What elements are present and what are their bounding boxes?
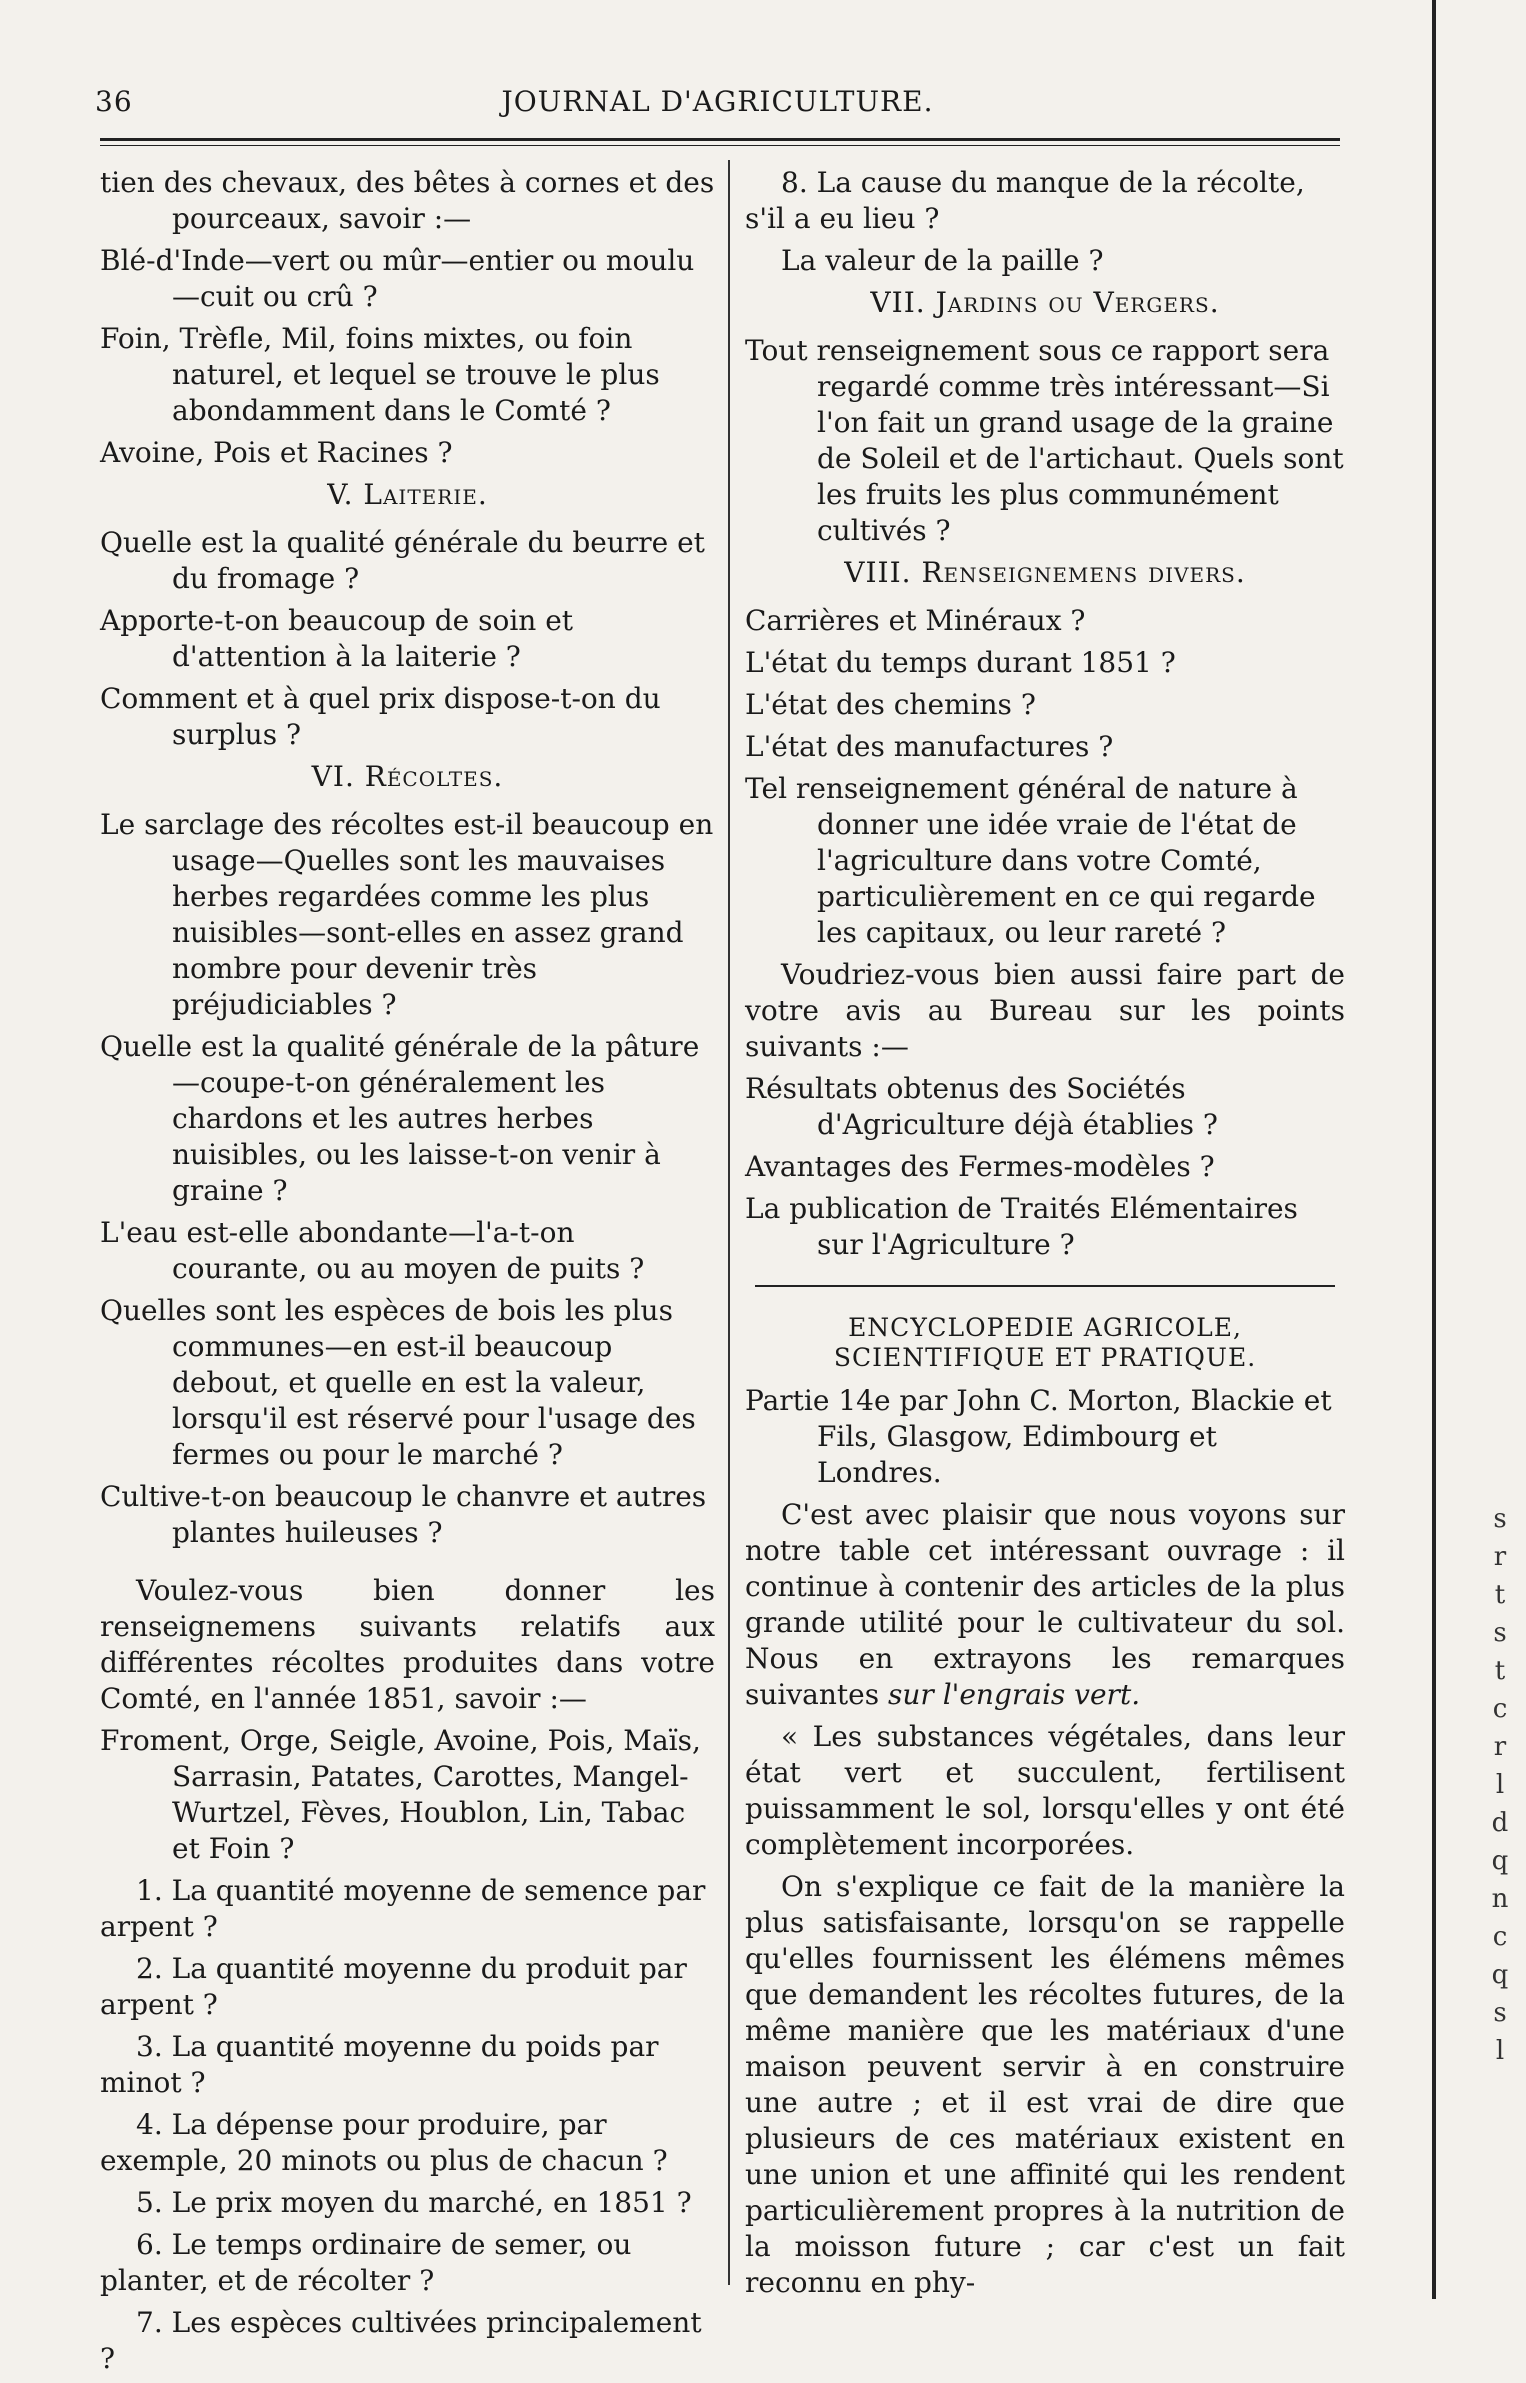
numbered-question: 2. La quantité moyenne du produit par arpent ? bbox=[100, 1952, 687, 2021]
running-header bbox=[95, 85, 1340, 125]
question-item: La valeur de la paille ? bbox=[781, 244, 1104, 277]
edge-letter: q bbox=[1491, 1846, 1509, 1876]
section-number: VI. bbox=[311, 760, 355, 793]
question-item: Blé-d'Inde—vert ou mûr—entier ou moulu—cuit ou crû ? bbox=[100, 244, 695, 313]
edge-letter: q bbox=[1491, 1960, 1509, 1990]
question-item: Avantages des Fermes-modèles ? bbox=[745, 1150, 1215, 1183]
question-item: Quelle est la qualité générale de la pâture —coupe-t-on généralement les chardons et les autres herbes nuisibles, ou les laisse-t-on venir à graine ? bbox=[100, 1030, 700, 1207]
article-heading: ENCYCLOPEDIE AGRICOLE, SCIENTIFIQUE ET PRATIQUE. bbox=[833, 1313, 1257, 1372]
edge-letter: s bbox=[1493, 1618, 1507, 1648]
question-item: Tel renseignement général de nature à donner une idée vraie de l'état de l'agriculture dans votre Comté, particulièrement en ce qui regarde les capitaux, ou leur rareté ? bbox=[745, 772, 1316, 949]
paragraph bbox=[745, 1497, 1345, 1713]
edge-letter: t bbox=[1494, 1580, 1506, 1610]
numbered-question: 8. La cause du manque de la récolte, s'il a eu lieu ? bbox=[745, 166, 1305, 235]
numbered-question: 4. La dépense pour produire, par exemple, 20 minots ou plus de chacun ? bbox=[100, 2108, 668, 2177]
question-item: Apporte-t-on beaucoup de soin et d'attention à la laiterie ? bbox=[100, 604, 574, 673]
paragraph: tien des chevaux, des bêtes à cornes et des pourceaux, savoir :— bbox=[100, 166, 715, 235]
question-item: Quelles sont les espèces de bois les plus communes—en est-il beaucoup debout, et quelle en est la valeur, lorsqu'il est réservé pour l'usage des fermes ou pour le marché ? bbox=[100, 1294, 696, 1471]
numbered-question: 5. Le prix moyen du marché, en 1851 ? bbox=[136, 2186, 692, 2219]
journal-title: JOURNAL D'AGRICULTURE. bbox=[501, 85, 934, 118]
edge-letter: n bbox=[1491, 1884, 1509, 1914]
edge-letter: t bbox=[1494, 1656, 1506, 1686]
question-item: L'état du temps durant 1851 ? bbox=[745, 646, 1176, 679]
header-rule-thick bbox=[100, 138, 1340, 141]
section-title: Récoltes. bbox=[364, 760, 504, 793]
paragraph: Tout renseignement sous ce rapport sera regardé comme très intéressant—Si l'on fait un grand usage de la graine de Soleil et de l'artichaut. Quels sont les fruits les plus communément cultivés ? bbox=[745, 334, 1344, 547]
question-item: Résultats obtenus des Sociétés d'Agriculture déjà établies ? bbox=[745, 1072, 1218, 1141]
question-item: L'état des chemins ? bbox=[745, 688, 1036, 721]
edge-letter: l bbox=[1495, 2036, 1505, 2066]
section-heading-jardins bbox=[745, 285, 1345, 321]
section-number: VIII. bbox=[844, 556, 912, 589]
header-rule-thin bbox=[100, 145, 1340, 146]
numbered-question: 1. La quantité moyenne de semence par arpent ? bbox=[100, 1874, 706, 1943]
question-item: Carrières et Minéraux ? bbox=[745, 604, 1086, 637]
edge-letter: r bbox=[1493, 1732, 1507, 1762]
paragraph: Voudriez-vous bien aussi faire part de votre avis au Bureau sur les points suivants :— bbox=[745, 958, 1345, 1063]
numbered-question: 6. Le temps ordinaire de semer, ou planter, et de récolter ? bbox=[100, 2228, 632, 2297]
question-item: Quelle est la qualité générale du beurre et du fromage ? bbox=[100, 526, 705, 595]
question-item: L'état des manufactures ? bbox=[745, 730, 1114, 763]
edge-letter: l bbox=[1495, 1770, 1505, 1800]
column-divider bbox=[728, 160, 730, 2285]
edge-letter: c bbox=[1492, 1694, 1508, 1724]
section-heading-recoltes bbox=[100, 759, 715, 795]
section-heading-renseignemens bbox=[745, 555, 1345, 591]
question-item: Le sarclage des récoltes est-il beaucoup en usage—Quelles sont les mauvaises herbes regardées comme les plus nuisibles—sont-elles en assez grand nombre pour devenir très préjudiciables ? bbox=[100, 808, 714, 1021]
section-number: V. bbox=[327, 478, 354, 511]
section-rule bbox=[755, 1285, 1335, 1287]
page-number: 36 bbox=[95, 85, 133, 118]
question-item: Cultive-t-on beaucoup le chanvre et autres plantes huileuses ? bbox=[100, 1480, 707, 1549]
section-title: Jardins ou Vergers. bbox=[935, 286, 1220, 319]
numbered-question: 7. Les espèces cultivées principalement ? bbox=[100, 2306, 702, 2375]
section-title: Renseignemens divers. bbox=[921, 556, 1246, 589]
question-item: L'eau est-elle abondante—l'a-t-on courante, ou au moyen de puits ? bbox=[100, 1216, 645, 1285]
paragraph-text: C'est avec plaisir que nous voyons sur notre table cet intéressant ouvrage : il continue à contenir des articles de la plus grande utilité pour le cultivateur du sol. Nous en extrayons les remarques suivantes bbox=[745, 1498, 1345, 1711]
paragraph: Voulez-vous bien donner les renseignemens suivants relatifs aux différentes récoltes produites dans votre Comté, en l'année 1851, savoir :— bbox=[100, 1574, 715, 1715]
paragraph: « Les substances végétales, dans leur état vert et succulent, fertilisent puissamment le sol, lorsqu'elles y ont été complètement incorporées. bbox=[745, 1720, 1345, 1861]
adjacent-page-letters bbox=[1480, 1500, 1520, 2070]
right-column bbox=[745, 165, 1345, 2307]
question-item: Foin, Trèfle, Mil, foins mixtes, ou foin naturel, et lequel se trouve le plus abondamment dans le Comté ? bbox=[100, 322, 660, 427]
question-item: Avoine, Pois et Racines ? bbox=[100, 436, 453, 469]
section-title: Laiterie. bbox=[363, 478, 488, 511]
numbered-question: 3. La quantité moyenne du poids par minot ? bbox=[100, 2030, 659, 2099]
question-item: Comment et à quel prix dispose-t-on du surplus ? bbox=[100, 682, 661, 751]
page-edge-gutter bbox=[1432, 0, 1436, 2299]
question-item: La publication de Traités Elémentaires sur l'Agriculture ? bbox=[745, 1192, 1298, 1261]
edge-letter: r bbox=[1493, 1542, 1507, 1572]
section-heading-laiterie bbox=[100, 477, 715, 513]
crop-list: Froment, Orge, Seigle, Avoine, Pois, Maïs, Sarrasin, Patates, Carottes, Mangel-Wurtzel, Fèves, Houblon, Lin, Tabac et Foin ? bbox=[100, 1724, 701, 1865]
citation: Partie 14e par John C. Morton, Blackie et Fils, Glasgow, Edimbourg et Londres. bbox=[745, 1384, 1332, 1489]
edge-letter: s bbox=[1493, 1998, 1507, 2028]
italic-phrase: sur l'engrais vert. bbox=[888, 1678, 1141, 1711]
left-column bbox=[100, 165, 715, 2383]
edge-letter: c bbox=[1492, 1922, 1508, 1952]
edge-letter: d bbox=[1491, 1808, 1509, 1838]
paragraph: On s'explique ce fait de la manière la plus satisfaisante, lorsqu'on se rappelle qu'elles fournissent les élémens mêmes que demandent les récoltes futures, de la même manière que les matériaux d'une maison peuvent servir à en construire une autre ; et il est vrai de dire que plusieurs de ces matériaux existent en une union et une affinité qui les rendent particulièrement propres à la nutrition de la moisson future ; car c'est un fait reconnu en phy- bbox=[745, 1870, 1345, 2299]
edge-letter: s bbox=[1493, 1504, 1507, 1534]
section-number: VII. bbox=[870, 286, 926, 319]
